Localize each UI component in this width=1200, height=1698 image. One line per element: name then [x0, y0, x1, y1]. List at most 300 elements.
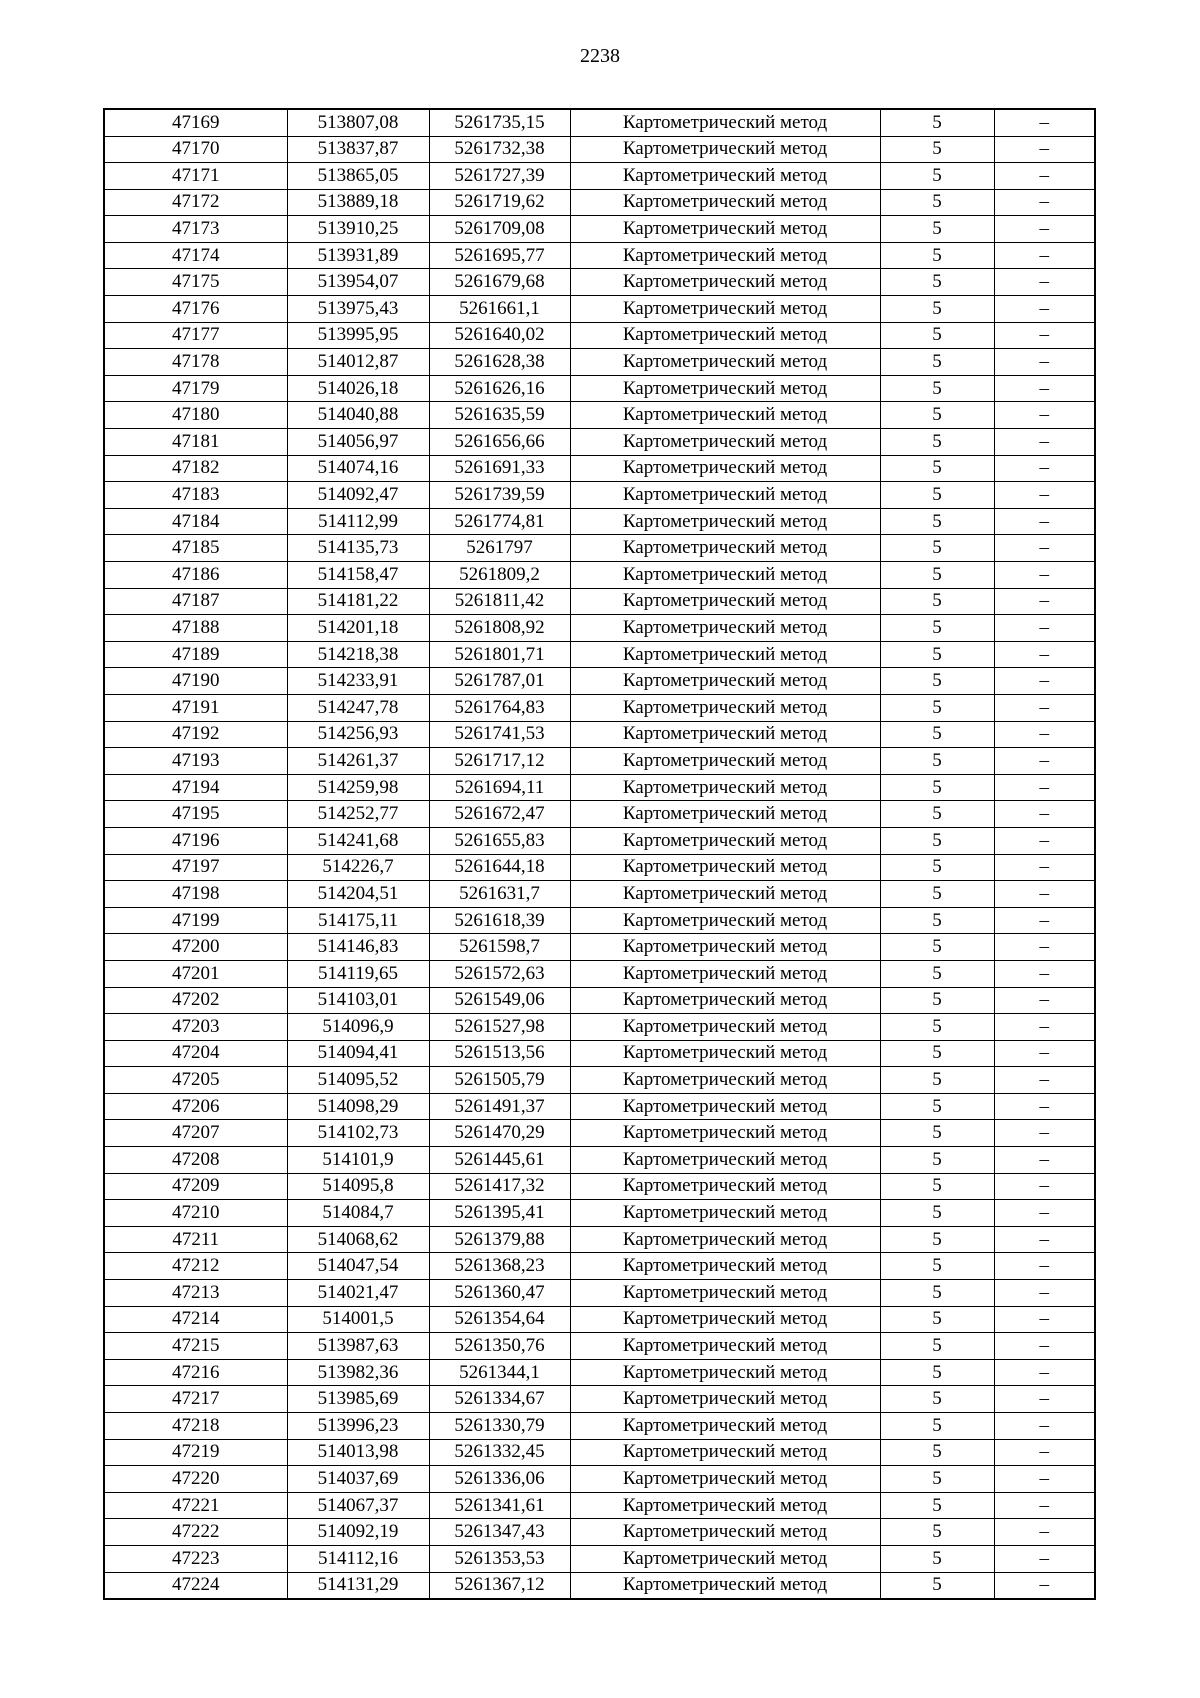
- description-cell: –: [994, 189, 1095, 216]
- accuracy-cell: 5: [880, 1519, 994, 1546]
- accuracy-cell: 5: [880, 774, 994, 801]
- y-coordinate-cell: 5261332,45: [429, 1439, 570, 1466]
- table-row: [104, 1200, 1095, 1227]
- x-coordinate-cell: 514102,73: [287, 1120, 429, 1147]
- y-coordinate-cell: 5261505,79: [429, 1067, 570, 1094]
- table-row: [104, 907, 1095, 934]
- table-row: [104, 1386, 1095, 1413]
- y-coordinate-cell: 5261360,47: [429, 1280, 570, 1307]
- method-cell: Картометрический метод: [570, 242, 880, 269]
- description-cell: –: [994, 322, 1095, 349]
- x-coordinate-cell: 514068,62: [287, 1226, 429, 1253]
- x-coordinate-cell: 513910,25: [287, 216, 429, 243]
- point-number-cell: 47169: [104, 109, 287, 136]
- y-coordinate-cell: 5261661,1: [429, 296, 570, 323]
- x-coordinate-cell: 514204,51: [287, 881, 429, 908]
- point-number-cell: 47190: [104, 668, 287, 695]
- method-cell: Картометрический метод: [570, 1572, 880, 1599]
- description-cell: –: [994, 827, 1095, 854]
- point-number-cell: 47198: [104, 881, 287, 908]
- x-coordinate-cell: 513985,69: [287, 1386, 429, 1413]
- accuracy-cell: 5: [880, 1306, 994, 1333]
- description-cell: –: [994, 1280, 1095, 1307]
- accuracy-cell: 5: [880, 748, 994, 775]
- table-row: [104, 1253, 1095, 1280]
- y-coordinate-cell: 5261739,59: [429, 482, 570, 509]
- description-cell: –: [994, 242, 1095, 269]
- method-cell: Картометрический метод: [570, 1466, 880, 1493]
- table-row: [104, 216, 1095, 243]
- y-coordinate-cell: 5261618,39: [429, 907, 570, 934]
- point-number-cell: 47178: [104, 349, 287, 376]
- point-number-cell: 47195: [104, 801, 287, 828]
- method-cell: Картометрический метод: [570, 1014, 880, 1041]
- table-row: [104, 402, 1095, 429]
- x-coordinate-cell: 514256,93: [287, 721, 429, 748]
- method-cell: Картометрический метод: [570, 1386, 880, 1413]
- table-row: [104, 1147, 1095, 1174]
- method-cell: Картометрический метод: [570, 1253, 880, 1280]
- table-row: [104, 588, 1095, 615]
- table-row: [104, 1093, 1095, 1120]
- description-cell: –: [994, 508, 1095, 535]
- accuracy-cell: 5: [880, 588, 994, 615]
- x-coordinate-cell: 514037,69: [287, 1466, 429, 1493]
- table-row: [104, 1359, 1095, 1386]
- point-number-cell: 47223: [104, 1545, 287, 1572]
- table-row: [104, 482, 1095, 509]
- accuracy-cell: 5: [880, 881, 994, 908]
- description-cell: –: [994, 907, 1095, 934]
- description-cell: –: [994, 721, 1095, 748]
- table-row: [104, 615, 1095, 642]
- method-cell: Картометрический метод: [570, 1040, 880, 1067]
- method-cell: Картометрический метод: [570, 109, 880, 136]
- table-row: [104, 1226, 1095, 1253]
- table-row: [104, 269, 1095, 296]
- description-cell: –: [994, 562, 1095, 589]
- table-row: [104, 1120, 1095, 1147]
- x-coordinate-cell: 513996,23: [287, 1413, 429, 1440]
- point-number-cell: 47176: [104, 296, 287, 323]
- method-cell: Картометрический метод: [570, 535, 880, 562]
- accuracy-cell: 5: [880, 1173, 994, 1200]
- x-coordinate-cell: 514047,54: [287, 1253, 429, 1280]
- method-cell: Картометрический метод: [570, 881, 880, 908]
- y-coordinate-cell: 5261808,92: [429, 615, 570, 642]
- accuracy-cell: 5: [880, 668, 994, 695]
- table-row: [104, 508, 1095, 535]
- description-cell: –: [994, 1040, 1095, 1067]
- method-cell: Картометрический метод: [570, 429, 880, 456]
- y-coordinate-cell: 5261350,76: [429, 1333, 570, 1360]
- point-number-cell: 47183: [104, 482, 287, 509]
- method-cell: Картометрический метод: [570, 987, 880, 1014]
- accuracy-cell: 5: [880, 907, 994, 934]
- accuracy-cell: 5: [880, 1466, 994, 1493]
- y-coordinate-cell: 5261491,37: [429, 1093, 570, 1120]
- description-cell: –: [994, 163, 1095, 190]
- coordinates-table-body: [104, 109, 1095, 1599]
- description-cell: –: [994, 402, 1095, 429]
- x-coordinate-cell: 514146,83: [287, 934, 429, 961]
- x-coordinate-cell: 514021,47: [287, 1280, 429, 1307]
- description-cell: –: [994, 694, 1095, 721]
- point-number-cell: 47219: [104, 1439, 287, 1466]
- x-coordinate-cell: 514096,9: [287, 1014, 429, 1041]
- y-coordinate-cell: 5261691,33: [429, 455, 570, 482]
- method-cell: Картометрический метод: [570, 748, 880, 775]
- method-cell: Картометрический метод: [570, 1359, 880, 1386]
- method-cell: Картометрический метод: [570, 694, 880, 721]
- description-cell: –: [994, 1173, 1095, 1200]
- description-cell: –: [994, 1093, 1095, 1120]
- description-cell: –: [994, 216, 1095, 243]
- point-number-cell: 47170: [104, 136, 287, 163]
- table-row: [104, 1333, 1095, 1360]
- table-row: [104, 296, 1095, 323]
- y-coordinate-cell: 5261379,88: [429, 1226, 570, 1253]
- y-coordinate-cell: 5261330,79: [429, 1413, 570, 1440]
- point-number-cell: 47224: [104, 1572, 287, 1599]
- method-cell: Картометрический метод: [570, 827, 880, 854]
- method-cell: Картометрический метод: [570, 322, 880, 349]
- description-cell: –: [994, 1466, 1095, 1493]
- accuracy-cell: 5: [880, 269, 994, 296]
- x-coordinate-cell: 514218,38: [287, 641, 429, 668]
- point-number-cell: 47200: [104, 934, 287, 961]
- y-coordinate-cell: 5261549,06: [429, 987, 570, 1014]
- y-coordinate-cell: 5261395,41: [429, 1200, 570, 1227]
- method-cell: Картометрический метод: [570, 721, 880, 748]
- accuracy-cell: 5: [880, 1200, 994, 1227]
- x-coordinate-cell: 513807,08: [287, 109, 429, 136]
- accuracy-cell: 5: [880, 641, 994, 668]
- x-coordinate-cell: 514158,47: [287, 562, 429, 589]
- table-row: [104, 694, 1095, 721]
- point-number-cell: 47207: [104, 1120, 287, 1147]
- y-coordinate-cell: 5261644,18: [429, 854, 570, 881]
- table-row: [104, 1040, 1095, 1067]
- accuracy-cell: 5: [880, 163, 994, 190]
- table-row: [104, 854, 1095, 881]
- point-number-cell: 47209: [104, 1173, 287, 1200]
- point-number-cell: 47175: [104, 269, 287, 296]
- x-coordinate-cell: 514247,78: [287, 694, 429, 721]
- accuracy-cell: 5: [880, 1067, 994, 1094]
- table-row: [104, 189, 1095, 216]
- accuracy-cell: 5: [880, 535, 994, 562]
- description-cell: –: [994, 1492, 1095, 1519]
- point-number-cell: 47173: [104, 216, 287, 243]
- table-row: [104, 960, 1095, 987]
- point-number-cell: 47201: [104, 960, 287, 987]
- table-row: [104, 375, 1095, 402]
- x-coordinate-cell: 513982,36: [287, 1359, 429, 1386]
- description-cell: –: [994, 1333, 1095, 1360]
- accuracy-cell: 5: [880, 109, 994, 136]
- x-coordinate-cell: 514026,18: [287, 375, 429, 402]
- x-coordinate-cell: 514131,29: [287, 1572, 429, 1599]
- accuracy-cell: 5: [880, 349, 994, 376]
- method-cell: Картометрический метод: [570, 774, 880, 801]
- point-number-cell: 47202: [104, 987, 287, 1014]
- x-coordinate-cell: 513931,89: [287, 242, 429, 269]
- x-coordinate-cell: 514233,91: [287, 668, 429, 695]
- point-number-cell: 47180: [104, 402, 287, 429]
- x-coordinate-cell: 514201,18: [287, 615, 429, 642]
- table-row: [104, 748, 1095, 775]
- accuracy-cell: 5: [880, 1093, 994, 1120]
- accuracy-cell: 5: [880, 508, 994, 535]
- point-number-cell: 47205: [104, 1067, 287, 1094]
- x-coordinate-cell: 514074,16: [287, 455, 429, 482]
- description-cell: –: [994, 1306, 1095, 1333]
- x-coordinate-cell: 514084,7: [287, 1200, 429, 1227]
- table-row: [104, 934, 1095, 961]
- table-row: [104, 136, 1095, 163]
- method-cell: Картометрический метод: [570, 296, 880, 323]
- y-coordinate-cell: 5261354,64: [429, 1306, 570, 1333]
- table-row: [104, 801, 1095, 828]
- method-cell: Картометрический метод: [570, 854, 880, 881]
- method-cell: Картометрический метод: [570, 1173, 880, 1200]
- accuracy-cell: 5: [880, 322, 994, 349]
- x-coordinate-cell: 514013,98: [287, 1439, 429, 1466]
- accuracy-cell: 5: [880, 1439, 994, 1466]
- method-cell: Картометрический метод: [570, 1439, 880, 1466]
- accuracy-cell: 5: [880, 987, 994, 1014]
- method-cell: Картометрический метод: [570, 1067, 880, 1094]
- method-cell: Картометрический метод: [570, 455, 880, 482]
- point-number-cell: 47213: [104, 1280, 287, 1307]
- accuracy-cell: 5: [880, 1147, 994, 1174]
- accuracy-cell: 5: [880, 402, 994, 429]
- method-cell: Картометрический метод: [570, 349, 880, 376]
- description-cell: –: [994, 1439, 1095, 1466]
- accuracy-cell: 5: [880, 1492, 994, 1519]
- description-cell: –: [994, 1545, 1095, 1572]
- accuracy-cell: 5: [880, 615, 994, 642]
- y-coordinate-cell: 5261695,77: [429, 242, 570, 269]
- description-cell: –: [994, 615, 1095, 642]
- y-coordinate-cell: 5261628,38: [429, 349, 570, 376]
- point-number-cell: 47174: [104, 242, 287, 269]
- table-row: [104, 1280, 1095, 1307]
- method-cell: Картометрический метод: [570, 668, 880, 695]
- point-number-cell: 47182: [104, 455, 287, 482]
- y-coordinate-cell: 5261344,1: [429, 1359, 570, 1386]
- x-coordinate-cell: 514095,8: [287, 1173, 429, 1200]
- method-cell: Картометрический метод: [570, 1120, 880, 1147]
- table-row: [104, 774, 1095, 801]
- point-number-cell: 47214: [104, 1306, 287, 1333]
- accuracy-cell: 5: [880, 694, 994, 721]
- point-number-cell: 47199: [104, 907, 287, 934]
- method-cell: Картометрический метод: [570, 960, 880, 987]
- accuracy-cell: 5: [880, 242, 994, 269]
- method-cell: Картометрический метод: [570, 1226, 880, 1253]
- x-coordinate-cell: 513954,07: [287, 269, 429, 296]
- y-coordinate-cell: 5261470,29: [429, 1120, 570, 1147]
- description-cell: –: [994, 960, 1095, 987]
- table-row: [104, 668, 1095, 695]
- x-coordinate-cell: 514112,16: [287, 1545, 429, 1572]
- accuracy-cell: 5: [880, 375, 994, 402]
- method-cell: Картометрический метод: [570, 615, 880, 642]
- point-number-cell: 47181: [104, 429, 287, 456]
- x-coordinate-cell: 514012,87: [287, 349, 429, 376]
- x-coordinate-cell: 514001,5: [287, 1306, 429, 1333]
- x-coordinate-cell: 514095,52: [287, 1067, 429, 1094]
- description-cell: –: [994, 109, 1095, 136]
- y-coordinate-cell: 5261635,59: [429, 402, 570, 429]
- description-cell: –: [994, 349, 1095, 376]
- table-row: [104, 1439, 1095, 1466]
- description-cell: –: [994, 1386, 1095, 1413]
- description-cell: –: [994, 136, 1095, 163]
- x-coordinate-cell: 513987,63: [287, 1333, 429, 1360]
- table-row: [104, 1413, 1095, 1440]
- accuracy-cell: 5: [880, 429, 994, 456]
- description-cell: –: [994, 1147, 1095, 1174]
- y-coordinate-cell: 5261732,38: [429, 136, 570, 163]
- y-coordinate-cell: 5261727,39: [429, 163, 570, 190]
- point-number-cell: 47194: [104, 774, 287, 801]
- point-number-cell: 47217: [104, 1386, 287, 1413]
- method-cell: Картометрический метод: [570, 189, 880, 216]
- point-number-cell: 47186: [104, 562, 287, 589]
- point-number-cell: 47203: [104, 1014, 287, 1041]
- y-coordinate-cell: 5261368,23: [429, 1253, 570, 1280]
- point-number-cell: 47220: [104, 1466, 287, 1493]
- y-coordinate-cell: 5261809,2: [429, 562, 570, 589]
- x-coordinate-cell: 514261,37: [287, 748, 429, 775]
- y-coordinate-cell: 5261598,7: [429, 934, 570, 961]
- description-cell: –: [994, 535, 1095, 562]
- x-coordinate-cell: 513837,87: [287, 136, 429, 163]
- point-number-cell: 47212: [104, 1253, 287, 1280]
- accuracy-cell: 5: [880, 189, 994, 216]
- x-coordinate-cell: 514181,22: [287, 588, 429, 615]
- y-coordinate-cell: 5261527,98: [429, 1014, 570, 1041]
- y-coordinate-cell: 5261811,42: [429, 588, 570, 615]
- table-row: [104, 455, 1095, 482]
- point-number-cell: 47172: [104, 189, 287, 216]
- table-row: [104, 721, 1095, 748]
- y-coordinate-cell: 5261801,71: [429, 641, 570, 668]
- accuracy-cell: 5: [880, 562, 994, 589]
- description-cell: –: [994, 1226, 1095, 1253]
- table-row: [104, 349, 1095, 376]
- x-coordinate-cell: 513995,95: [287, 322, 429, 349]
- accuracy-cell: 5: [880, 136, 994, 163]
- description-cell: –: [994, 1200, 1095, 1227]
- description-cell: –: [994, 1014, 1095, 1041]
- method-cell: Картометрический метод: [570, 907, 880, 934]
- description-cell: –: [994, 429, 1095, 456]
- accuracy-cell: 5: [880, 296, 994, 323]
- y-coordinate-cell: 5261445,61: [429, 1147, 570, 1174]
- method-cell: Картометрический метод: [570, 216, 880, 243]
- accuracy-cell: 5: [880, 455, 994, 482]
- point-number-cell: 47189: [104, 641, 287, 668]
- table-row: [104, 429, 1095, 456]
- page-number: 2238: [580, 45, 620, 67]
- accuracy-cell: 5: [880, 1120, 994, 1147]
- description-cell: –: [994, 854, 1095, 881]
- method-cell: Картометрический метод: [570, 402, 880, 429]
- y-coordinate-cell: 5261787,01: [429, 668, 570, 695]
- x-coordinate-cell: 514040,88: [287, 402, 429, 429]
- method-cell: Картометрический метод: [570, 1492, 880, 1519]
- method-cell: Картометрический метод: [570, 801, 880, 828]
- point-number-cell: 47196: [104, 827, 287, 854]
- y-coordinate-cell: 5261347,43: [429, 1519, 570, 1546]
- table-row: [104, 1466, 1095, 1493]
- description-cell: –: [994, 455, 1095, 482]
- method-cell: Картометрический метод: [570, 269, 880, 296]
- y-coordinate-cell: 5261694,11: [429, 774, 570, 801]
- method-cell: Картометрический метод: [570, 1093, 880, 1120]
- table-row: [104, 1572, 1095, 1599]
- accuracy-cell: 5: [880, 721, 994, 748]
- point-number-cell: 47216: [104, 1359, 287, 1386]
- method-cell: Картометрический метод: [570, 375, 880, 402]
- description-cell: –: [994, 1572, 1095, 1599]
- y-coordinate-cell: 5261717,12: [429, 748, 570, 775]
- y-coordinate-cell: 5261679,68: [429, 269, 570, 296]
- table-row: [104, 535, 1095, 562]
- table-row: [104, 1306, 1095, 1333]
- accuracy-cell: 5: [880, 1413, 994, 1440]
- y-coordinate-cell: 5261764,83: [429, 694, 570, 721]
- y-coordinate-cell: 5261631,7: [429, 881, 570, 908]
- table-row: [104, 322, 1095, 349]
- method-cell: Картометрический метод: [570, 1413, 880, 1440]
- method-cell: Картометрический метод: [570, 482, 880, 509]
- y-coordinate-cell: 5261709,08: [429, 216, 570, 243]
- y-coordinate-cell: 5261513,56: [429, 1040, 570, 1067]
- method-cell: Картометрический метод: [570, 1147, 880, 1174]
- description-cell: –: [994, 375, 1095, 402]
- point-number-cell: 47218: [104, 1413, 287, 1440]
- point-number-cell: 47192: [104, 721, 287, 748]
- accuracy-cell: 5: [880, 1386, 994, 1413]
- accuracy-cell: 5: [880, 934, 994, 961]
- y-coordinate-cell: 5261656,66: [429, 429, 570, 456]
- table-row: [104, 827, 1095, 854]
- y-coordinate-cell: 5261672,47: [429, 801, 570, 828]
- table-row: [104, 1545, 1095, 1572]
- accuracy-cell: 5: [880, 1545, 994, 1572]
- x-coordinate-cell: 513975,43: [287, 296, 429, 323]
- x-coordinate-cell: 514067,37: [287, 1492, 429, 1519]
- table-row: [104, 242, 1095, 269]
- point-number-cell: 47204: [104, 1040, 287, 1067]
- accuracy-cell: 5: [880, 216, 994, 243]
- point-number-cell: 47188: [104, 615, 287, 642]
- x-coordinate-cell: 514259,98: [287, 774, 429, 801]
- y-coordinate-cell: 5261741,53: [429, 721, 570, 748]
- y-coordinate-cell: 5261353,53: [429, 1545, 570, 1572]
- x-coordinate-cell: 514175,11: [287, 907, 429, 934]
- table-row: [104, 1067, 1095, 1094]
- accuracy-cell: 5: [880, 827, 994, 854]
- description-cell: –: [994, 588, 1095, 615]
- description-cell: –: [994, 1067, 1095, 1094]
- table-row: [104, 641, 1095, 668]
